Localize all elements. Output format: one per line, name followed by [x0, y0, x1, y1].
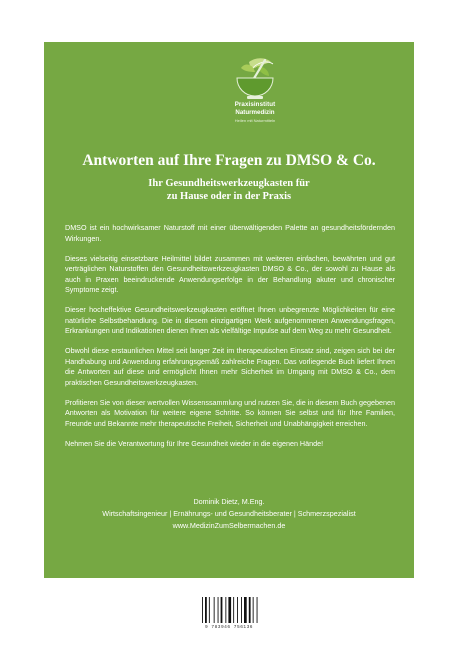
subtitle-line2: zu Hause oder in der Praxis	[166, 191, 292, 202]
author-name: Dominik Dietz, M.Eng.	[193, 497, 265, 506]
mortar-leaf-icon	[227, 56, 283, 102]
blurb-paragraph: Obwohl diese erstaunlichen Mittel seit langer Zeit im therapeutischen Einsatz sind, zeigen sich bei der Handhabung und Anwendung erfahrungsgemäß zahlreiche Fragen. Das vorliegende Buch liefert Ihnen die Antworten auf diese und ermöglicht Ihnen mehr Sicherheit im Umgang mit DMSO & Co., dem praktischen Gesundheitswerkzeugkasten.	[65, 346, 395, 387]
author-block	[44, 496, 414, 532]
blurb-paragraph: Dieses vielseitig einsetzbare Heilmittel bildet zusammen mit weiteren einfachen, bewährten und gut verträglichen Naturstoffen den Gesundheitswerkzeugkasten DMSO & Co., der sowohl zu Hause als auch in Praxen beeindruckende Anwendungserfolge in der Behandlung akuter und chronischer Symptome zeigt.	[65, 253, 395, 294]
blurb-text	[65, 223, 395, 459]
cover-subtitle	[44, 177, 414, 203]
subtitle-line1: Ihr Gesundheitswerkzeugkasten für	[148, 178, 310, 189]
author-website: www.MedizinZumSelbermachen.de	[172, 521, 286, 530]
blurb-paragraph: Dieser hocheffektive Gesundheitswerkzeugkasten eröffnet Ihnen unbegrenzte Möglichkeiten für eine natürliche Selbstbehandlung. Die in diesem einzigartigen Werk aufgenommenen Anwendungsfragen, Erkrankungen und Indikationen dienen Ihnen als vielfältige Impulse auf dem Weg zu mehr Gesundheit.	[65, 305, 395, 335]
barcode-number: 9 783946 756136	[204, 625, 253, 630]
logo-text-line2: Naturmedizin	[235, 109, 275, 116]
logo	[227, 56, 283, 126]
logo-text-line1: Praxisinstitut	[234, 101, 276, 108]
blurb-paragraph: Profitieren Sie von dieser wertvollen Wissenssammlung und nutzen Sie, die in diesem Buch gegebenen Antworten als Motivation für weitere eigene Schritte. So können Sie selbst und für Ihre Familien, Freunde und Bekannte mehr therapeutische Freiheit, Sicherheit und Unabhängigkeit erreichen.	[65, 397, 395, 428]
isbn-barcode	[199, 595, 259, 635]
back-cover-panel	[44, 42, 414, 578]
logo-tagline: Heilen mit Naturmitteln	[234, 118, 276, 123]
blurb-paragraph: DMSO ist ein hochwirksamer Naturstoff mit einer überwältigenden Palette an gesundheitsfördernden Wirkungen.	[65, 223, 395, 243]
cover-title: Antworten auf Ihre Fragen zu DMSO & Co.	[82, 152, 376, 169]
blurb-paragraph: Nehmen Sie die Verantwortung für Ihre Gesundheit wieder in die eigenen Hände!	[65, 438, 324, 448]
author-roles: Wirtschaftsingenieur | Ernährungs- und Gesundheitsberater | Schmerzspezialist	[102, 509, 356, 518]
barcode-bars	[199, 595, 259, 625]
